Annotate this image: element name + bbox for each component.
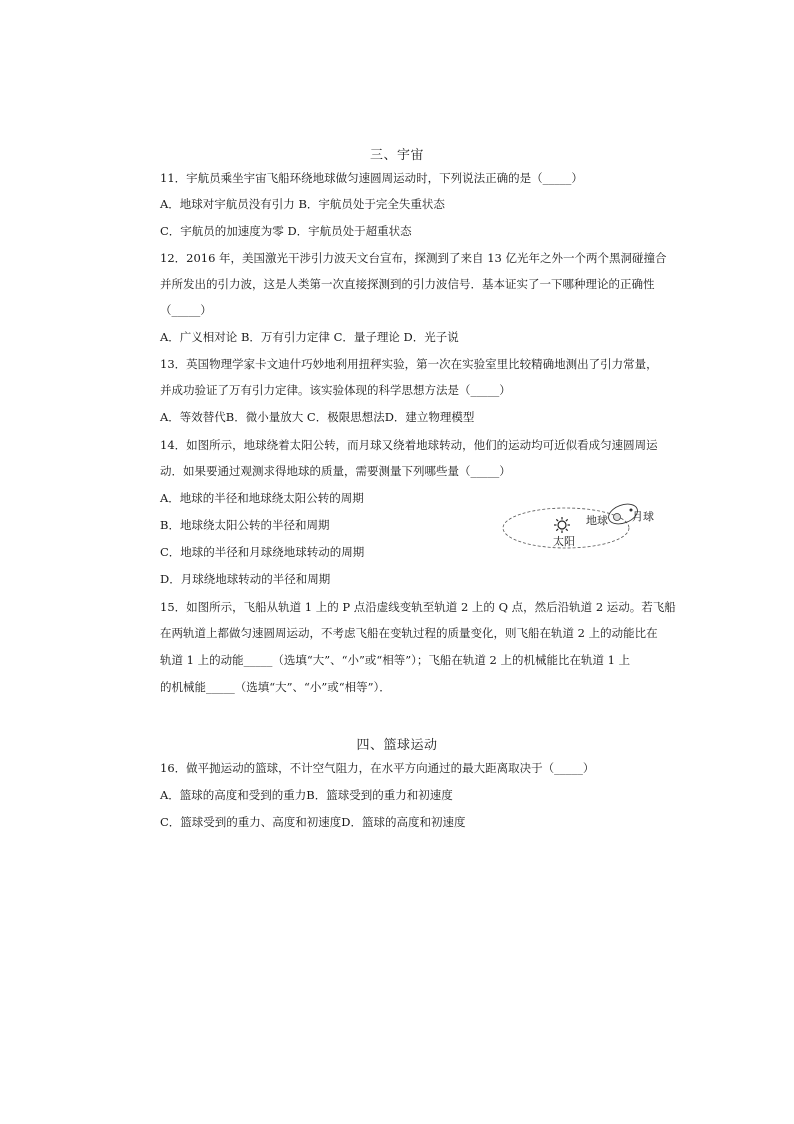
- orbit-diagram: [500, 500, 660, 560]
- section-title-basketball: 四、篮球运动: [356, 738, 438, 753]
- q12-stem-line3: （_____）: [160, 303, 212, 317]
- moon-label: 月球: [632, 510, 654, 523]
- q16-options-ab: A．篮球的高度和受到的重力B．篮球受到的重力和初速度: [160, 788, 453, 802]
- section-title-universe: 三、宇宙: [369, 148, 424, 163]
- q13-options: A．等效替代B．微小量放大 C．极限思想法D．建立物理模型: [160, 410, 475, 424]
- orbit-diagram-svg: [500, 500, 660, 560]
- q11-stem: 11．宇航员乘坐宇宙飞船环绕地球做匀速圆周运动时，下列说法正确的是（_____）: [160, 171, 583, 185]
- earth-icon: [614, 514, 621, 521]
- q14-option-d: D．月球绕地球转动的半径和周期: [160, 572, 331, 586]
- q13-stem-line2: 并成功验证了万有引力定律。该实验体现的科学思想方法是（_____）: [160, 383, 511, 397]
- q15-stem-line3: 轨道 1 上的动能_____（选填“大”、“小”或“相等”）；飞船在轨道 2 上的机械能比在轨道 1 上: [160, 653, 631, 667]
- sun-label: 太阳: [553, 535, 575, 548]
- q14-option-b: B．地球绕太阳公转的半径和周期: [160, 518, 330, 532]
- q13-stem-line1: 13．英国物理学家卡文迪什巧妙地利用扭秤实验，第一次在实验室里比较精确地测出了引力常量，: [160, 357, 658, 371]
- q15-stem-line1: 15．如图所示，飞船从轨道 1 上的 P 点沿虚线变轨至轨道 2 上的 Q 点，然后沿轨道 2 运动。若飞船: [160, 600, 676, 614]
- q12-stem-line2: 并所发出的引力波，这是人类第一次直接探测到的引力波信号．基本证实了一下哪种理论的正确性: [160, 277, 655, 291]
- q14-stem-line1: 14．如图所示，地球绕着太阳公转，而月球又绕着地球转动，他们的运动均可近似看成匀速圆周运: [160, 438, 658, 452]
- q14-option-a: A．地球的半径和地球绕太阳公转的周期: [160, 491, 364, 505]
- q11-options-ab: A．地球对宇航员没有引力 B．宇航员处于完全失重状态: [160, 197, 445, 211]
- q12-options: A．广义相对论 B．万有引力定律 C．量子理论 D．光子说: [160, 330, 459, 344]
- q16-options-cd: C．篮球受到的重力、高度和初速度D．篮球的高度和初速度: [160, 815, 466, 829]
- q14-option-c: C．地球的半径和月球绕地球转动的周期: [160, 545, 365, 559]
- q12-stem-line1: 12．2016 年，美国激光干涉引力波天文台宣布，探测到了来自 13 亿光年之外一个两个黑洞碰撞合: [160, 251, 667, 265]
- q15-stem-line4: 的机械能_____（选填“大”、“小”或“相等”）．: [160, 680, 391, 694]
- q11-options-cd: C．宇航员的加速度为零 D．宇航员处于超重状态: [160, 224, 412, 238]
- sun-icon: [554, 517, 570, 533]
- q16-stem: 16．做平抛运动的篮球，不计空气阻力，在水平方向通过的最大距离取决于（_____）: [160, 761, 595, 775]
- q15-stem-line2: 在两轨道上都做匀速圆周运动，不考虑飞船在变轨过程的质量变化，则飞船在轨道 2 上的动能比在: [160, 626, 658, 640]
- earth-label: 地球: [586, 514, 608, 527]
- q14-stem-line2: 动．如果要通过观测求得地球的质量，需要测量下列哪些量（_____）: [160, 464, 511, 478]
